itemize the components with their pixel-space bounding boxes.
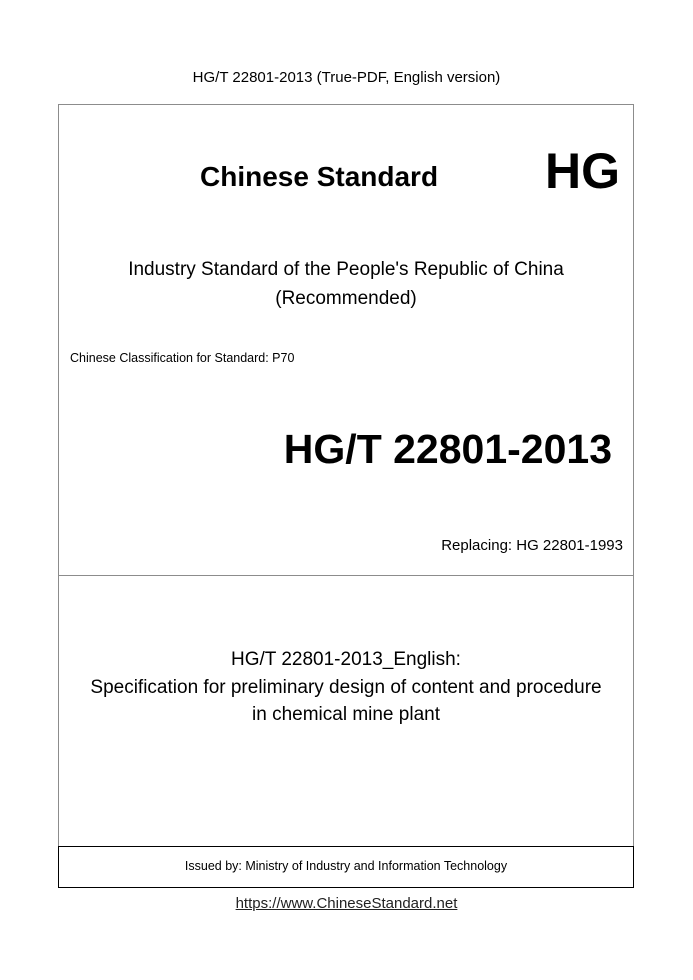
cover-box [58,104,634,886]
issuer-box: Issued by: Ministry of Industry and Information Technology [58,846,634,888]
brand-code: HG [545,143,620,199]
document-title [59,646,633,729]
brand-label: Chinese Standard [200,161,439,192]
cover-top-section [59,105,633,576]
title-line-3: in chemical mine plant [252,704,440,725]
recommended-label: (Recommended) [275,288,417,309]
industry-standard-line: Industry Standard of the People's Republic of China [128,259,564,280]
page-header-title: HG/T 22801-2013 (True-PDF, English version) [192,69,501,86]
title-line-1: HG/T 22801-2013_English: [231,649,461,670]
standard-number: HG/T 22801-2013 [283,426,612,472]
replacing-label: Replacing: HG 22801-1993 [441,537,623,554]
classification-label: Chinese Classification for Standard: P70 [70,351,295,365]
website-link[interactable]: https://www.ChineseStandard.net [235,895,458,912]
title-line-2: Specification for preliminary design of content and procedure [90,676,602,698]
